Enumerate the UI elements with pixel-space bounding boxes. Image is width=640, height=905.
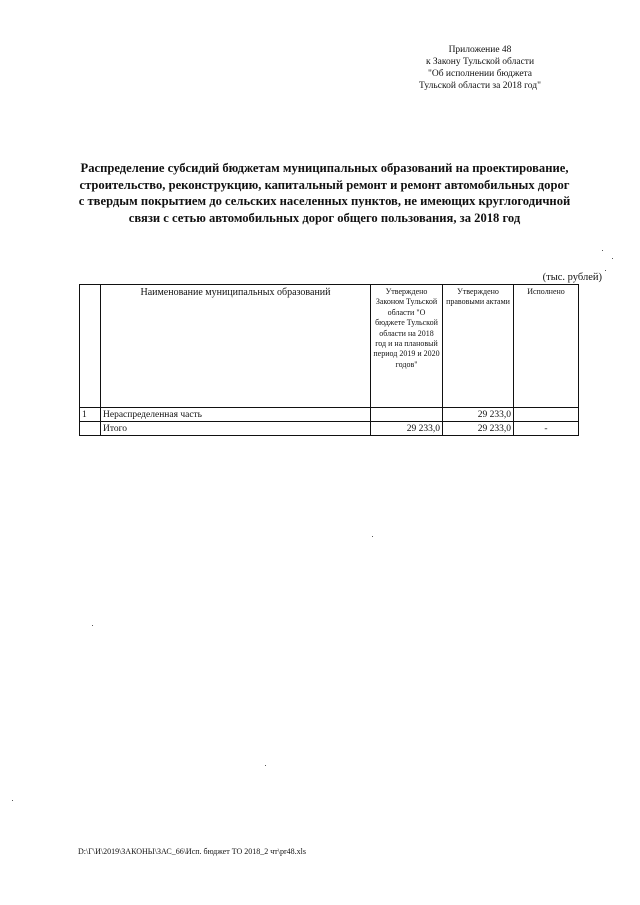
row-approved: [371, 408, 443, 422]
annex-line-1: Приложение 48: [448, 45, 512, 55]
title-line-2: строительство, реконструкцию, капитальный ремонт и ремонт автомобильных дорог: [79, 177, 570, 192]
scan-speck: [265, 765, 266, 766]
annex-header: [400, 44, 560, 92]
header-executed: Исполнено: [514, 285, 579, 408]
file-path-footer: D:\Г\И\2019\ЗАКОНЫ\ЗАС_66\Исп. бюджет ТО 2018_2 чт\pr48.xls: [78, 847, 307, 856]
scan-speck: [605, 270, 606, 271]
title-line-4: связи с сетью автомобильных дорог общего пользования, за 2018 год: [128, 210, 521, 225]
document-title: [72, 160, 577, 226]
subsidy-table: [79, 284, 579, 436]
scan-speck: [12, 800, 13, 801]
scan-speck: [372, 536, 373, 537]
row-name: Нераспределенная часть: [101, 408, 371, 422]
scan-speck: [602, 250, 603, 251]
scan-speck: [612, 258, 613, 259]
table-row: [80, 408, 579, 422]
total-executed: -: [514, 422, 579, 436]
total-approved: 29 233,0: [371, 422, 443, 436]
total-acts: 29 233,0: [443, 422, 514, 436]
title-line-1: Распределение субсидий бюджетам муниципальных образований на проектирование,: [80, 161, 569, 175]
row-num: 1: [80, 408, 101, 422]
table-header-row: [80, 285, 579, 408]
header-name: Наименование муниципальных образований: [101, 285, 371, 408]
units-label: (тыс. рублей): [542, 272, 602, 283]
total-name: Итого: [101, 422, 371, 436]
row-acts: 29 233,0: [443, 408, 514, 422]
annex-line-3: "Об исполнении бюджета: [427, 69, 533, 79]
row-executed: [514, 408, 579, 422]
title-line-3: с твердым покрытием до сельских населенных пунктов, не имеющих круглогодичной: [78, 194, 571, 208]
scan-speck: [92, 625, 93, 626]
total-num: [80, 422, 101, 436]
annex-line-2: к Закону Тульской области: [425, 57, 535, 67]
annex-line-4: Тульской области за 2018 год": [419, 81, 541, 91]
table-row-total: [80, 422, 579, 436]
header-num: [80, 285, 101, 408]
header-approved-acts: Утверждено правовыми актами: [443, 285, 514, 408]
header-approved-law: Утверждено Законом Тульской области "О бюджете Тульской области на 2018 год и на плановый период 2019 и 2020 годов": [371, 285, 443, 408]
